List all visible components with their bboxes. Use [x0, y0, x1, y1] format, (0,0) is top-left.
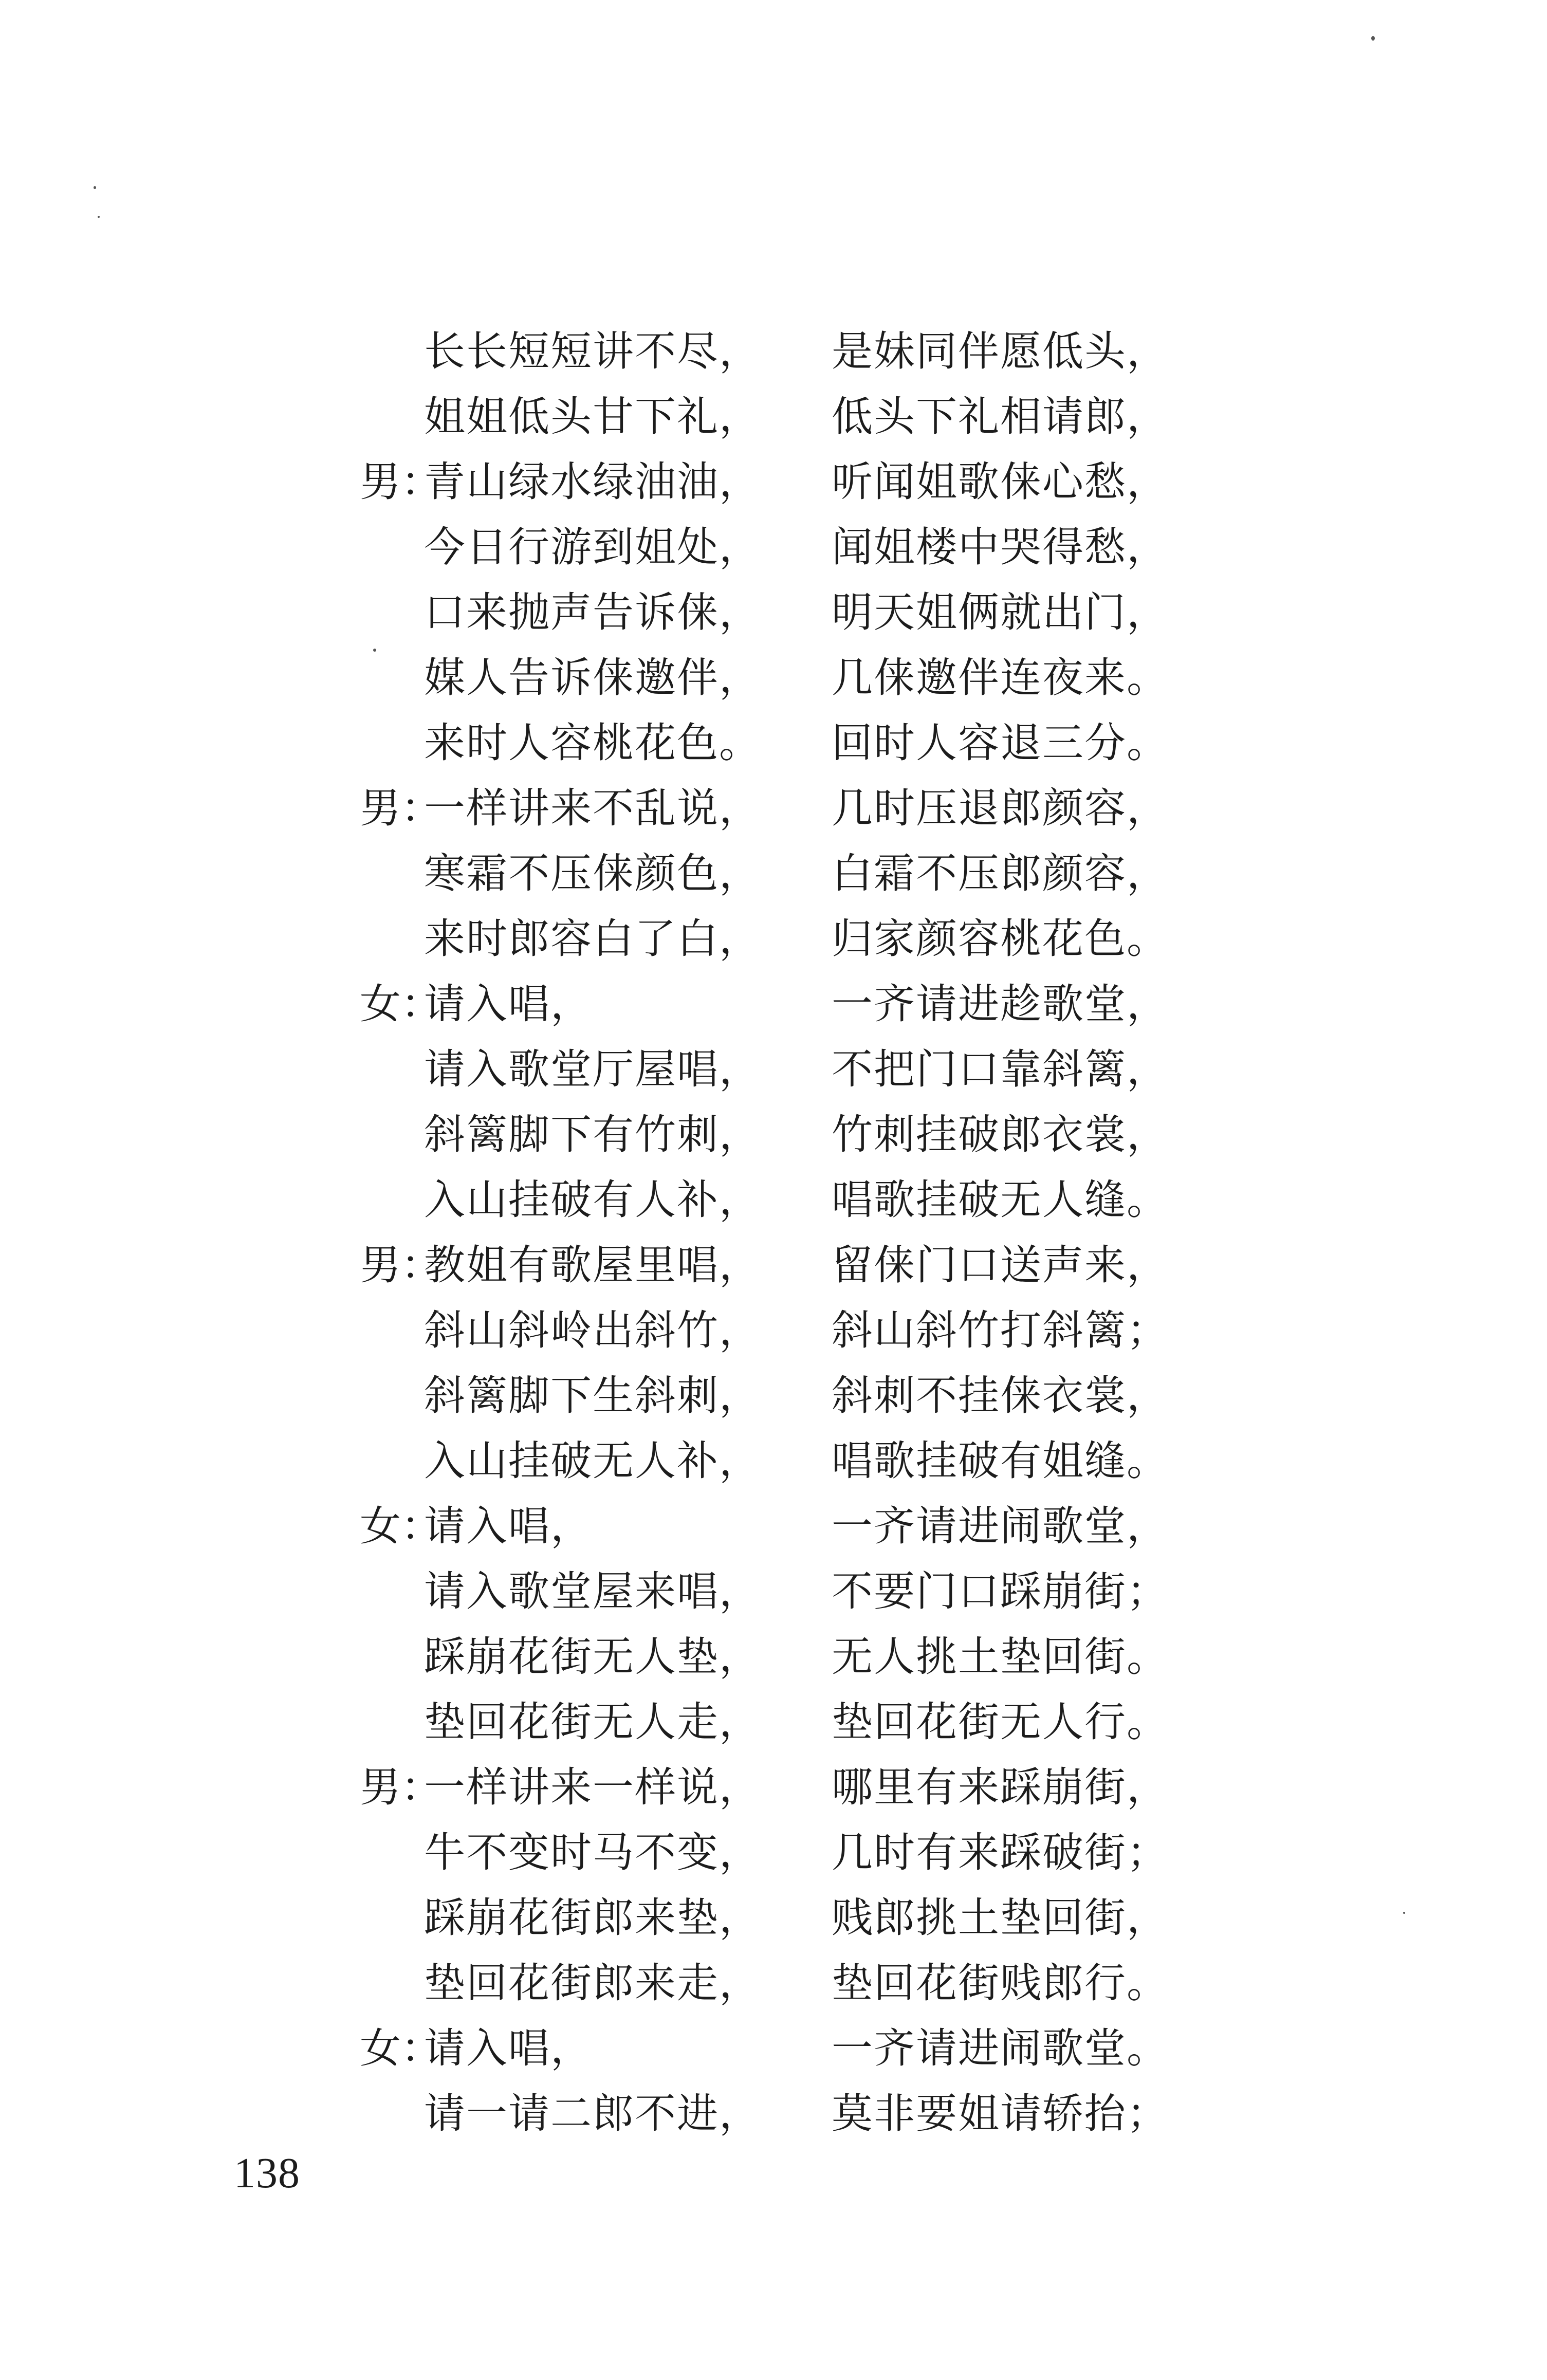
lyric-first-half: 请入歌堂屋来唱， [424, 1567, 761, 1615]
lyric-second-half: 不要门口踩崩街； [832, 1567, 1169, 1615]
lyric-line [360, 449, 1208, 514]
lyric-first-half: 一样讲来一样说， [424, 1763, 761, 1811]
lyric-first-half: 一样讲来不乱说， [424, 784, 761, 832]
lyric-line [360, 1493, 1208, 1559]
lyric-second-half: 不把门口靠斜篱， [832, 1045, 1169, 1093]
lyric-first-half: 斜篱脚下有竹刺， [424, 1111, 761, 1158]
lyric-first-half: 踩崩花街无人垫， [424, 1633, 761, 1681]
lyric-second-half: 听闻姐歌俫心愁， [832, 458, 1169, 506]
lyric-first-half: 请一请二郎不进， [424, 2090, 761, 2137]
lyric-first-half: 请入唱， [424, 2024, 593, 2072]
lyric-second-half: 垫回花街贱郎行。 [832, 1959, 1169, 2007]
lyric-line [360, 645, 1208, 710]
lyric-second-half: 垫回花街无人行。 [832, 1698, 1169, 1746]
scan-speck [98, 216, 100, 218]
scan-speck [1371, 36, 1375, 41]
lyric-second-half: 斜山斜竹打斜篱； [832, 1306, 1169, 1354]
lyric-first-half: 垫回花街郎来走， [424, 1959, 761, 2007]
scan-speck [1403, 1912, 1405, 1914]
lyric-line [360, 1232, 1208, 1298]
lyric-line [360, 1820, 1208, 1885]
lyric-first-half: 来时郎容白了白， [424, 915, 761, 963]
speaker-label: 男： [360, 458, 442, 506]
lyric-second-half: 几时压退郎颜容， [832, 784, 1169, 832]
speaker-label: 男： [360, 1241, 442, 1289]
lyric-line [360, 710, 1208, 776]
lyric-second-half: 留俫门口送声来， [832, 1241, 1169, 1289]
lyric-second-half: 几俫邀伴连夜来。 [832, 654, 1169, 702]
lyric-second-half: 闻姐楼中哭得愁， [832, 523, 1169, 571]
lyric-line [360, 1102, 1208, 1167]
lyric-first-half: 长长短短讲不尽， [424, 327, 761, 375]
lyric-first-half: 踩崩花街郎来垫， [424, 1894, 761, 1942]
lyric-line [360, 1755, 1208, 1820]
lyric-second-half: 贱郎挑土垫回街， [832, 1894, 1169, 1942]
lyric-second-half: 一齐请进趁歌堂， [832, 980, 1169, 1028]
lyric-first-half: 牛不变时马不变， [424, 1829, 761, 1876]
lyric-line [360, 1559, 1208, 1624]
lyric-line [360, 580, 1208, 645]
lyric-first-half: 斜山斜岭出斜竹， [424, 1306, 761, 1354]
lyric-second-half: 无人挑土垫回街。 [832, 1633, 1169, 1681]
lyric-line [360, 514, 1208, 580]
lyric-second-half: 回时人容退三分。 [832, 719, 1169, 767]
lyric-line [360, 2016, 1208, 2081]
speaker-label: 男： [360, 784, 442, 832]
lyric-line [360, 319, 1208, 384]
lyric-first-half: 来时人容桃花色。 [424, 719, 761, 767]
lyric-line [360, 1363, 1208, 1428]
lyric-first-half: 青山绿水绿油油， [424, 458, 761, 506]
page-number: 138 [234, 2149, 300, 2197]
lyric-first-half: 请入歌堂厅屋唱， [424, 1045, 761, 1093]
lyric-second-half: 一齐请进闹歌堂。 [832, 2024, 1169, 2072]
speaker-label: 男： [360, 1763, 442, 1811]
lyric-first-half: 斜篱脚下生斜刺， [424, 1372, 761, 1419]
lyric-second-half: 几时有来踩破街； [832, 1829, 1169, 1876]
lyric-line [360, 384, 1208, 449]
speaker-label: 女： [360, 1502, 442, 1550]
lyric-second-half: 竹刺挂破郎衣裳， [832, 1111, 1169, 1158]
lyric-first-half: 口来抛声告诉俫， [424, 588, 761, 636]
lyric-first-half: 寒霜不压俫颜色， [424, 850, 761, 897]
lyric-line [360, 1950, 1208, 2016]
lyric-line [360, 1689, 1208, 1755]
lyric-first-half: 请入唱， [424, 980, 593, 1028]
lyric-first-half: 垫回花街无人走， [424, 1698, 761, 1746]
lyric-second-half: 明天姐俩就出门， [832, 588, 1169, 636]
lyric-first-half: 入山挂破无人补， [424, 1437, 761, 1485]
scan-speck [373, 649, 376, 652]
lyric-second-half: 斜刺不挂俫衣裳， [832, 1372, 1169, 1419]
lyric-line [360, 841, 1208, 906]
song-lyrics [360, 319, 1208, 2146]
lyric-first-half: 请入唱， [424, 1502, 593, 1550]
lyric-first-half: 今日行游到姐处， [424, 523, 761, 571]
lyric-line [360, 776, 1208, 841]
lyric-second-half: 唱歌挂破无人缝。 [832, 1176, 1169, 1224]
lyric-line [360, 1624, 1208, 1689]
lyric-second-half: 是妹同伴愿低头， [832, 327, 1169, 375]
lyric-second-half: 莫非要姐请轿抬； [832, 2090, 1169, 2137]
lyric-second-half: 一齐请进闹歌堂， [832, 1502, 1169, 1550]
lyric-first-half: 媒人告诉俫邀伴， [424, 654, 761, 702]
speaker-label: 女： [360, 2024, 442, 2072]
lyric-line [360, 2081, 1208, 2146]
lyric-line [360, 1037, 1208, 1102]
lyric-line [360, 1167, 1208, 1232]
lyric-second-half: 低头下礼相请郎， [832, 393, 1169, 440]
lyric-line [360, 1885, 1208, 1950]
lyric-second-half: 唱歌挂破有姐缝。 [832, 1437, 1169, 1485]
lyric-first-half: 入山挂破有人补， [424, 1176, 761, 1224]
lyric-second-half: 归家颜容桃花色。 [832, 915, 1169, 963]
lyric-line [360, 906, 1208, 971]
lyric-second-half: 白霜不压郎颜容， [832, 850, 1169, 897]
speaker-label: 女： [360, 980, 442, 1028]
scan-speck [94, 186, 96, 189]
lyric-line [360, 1428, 1208, 1493]
lyric-first-half: 教姐有歌屋里唱， [424, 1241, 761, 1289]
lyric-line [360, 1298, 1208, 1363]
lyric-first-half: 姐姐低头甘下礼， [424, 393, 761, 440]
lyric-second-half: 哪里有来踩崩街， [832, 1763, 1169, 1811]
lyric-line [360, 971, 1208, 1037]
